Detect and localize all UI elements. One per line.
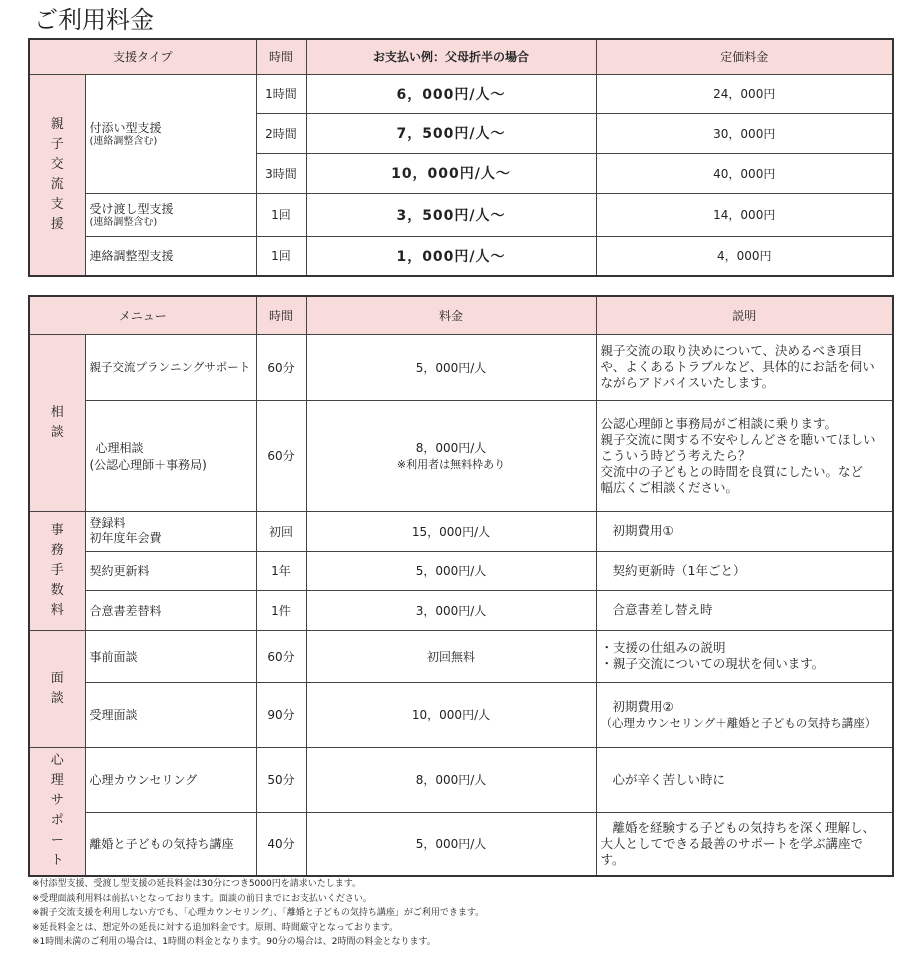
time-cell: 1回 — [256, 193, 306, 236]
description-cell: ・支援の仕組みの説明 ・親子交流についての現状を伺います。 — [596, 630, 893, 682]
table-row — [29, 590, 893, 630]
payment-cell: 7，500円/人〜 — [306, 113, 596, 153]
description-cell: 親子交流の取り決めについて、決めるべき項目 や、よくあるトラブルなど、具体的にお話を伺い ながらアドバイスいたします。 — [596, 334, 893, 400]
category-admin-fees: 事務手数料 — [29, 511, 85, 630]
category-interview: 面談 — [29, 630, 85, 747]
menu-price-table — [28, 295, 894, 877]
description-cell: 初期費用② （心理カウンセリング＋離婚と子どもの気持ち講座） — [596, 682, 893, 747]
description-cell: 契約更新時（1年ごと） — [596, 551, 893, 590]
table-header-row — [29, 296, 893, 334]
fee-cell: 3，000円/人 — [306, 590, 596, 630]
footnote: ※付添型支援、受渡し型支援の延長料金は30分につき5000円を請求いたします。 — [32, 879, 361, 889]
price-cell: 14，000円 — [596, 193, 893, 236]
table-row — [29, 511, 893, 551]
table-row — [29, 74, 893, 113]
time-cell: 1回 — [256, 236, 306, 276]
table-row — [29, 236, 893, 276]
fee-cell: 初回無料 — [306, 630, 596, 682]
table-row — [29, 193, 893, 236]
support-type-cell: 受け渡し型支援 (連絡調整含む) — [85, 193, 256, 236]
fee-cell: 5，000円/人 — [306, 812, 596, 876]
table-row — [29, 630, 893, 682]
category-consultation: 相談 — [29, 334, 85, 511]
fee-cell: 15，000円/人 — [306, 511, 596, 551]
footnote: ※1時間未満のご利用の場合は、1時間の料金となります。90分の場合は、2時間の料金となります。 — [32, 937, 436, 947]
table-row — [29, 682, 893, 747]
menu-cell: 親子交流プランニングサポート — [85, 334, 256, 400]
category-parent-child-support: 親子交流支援 — [29, 74, 85, 276]
payment-cell: 6，000円/人〜 — [306, 74, 596, 113]
description-cell: 初期費用① — [596, 511, 893, 551]
header-fee: 料金 — [306, 296, 596, 334]
support-price-table — [28, 38, 894, 277]
time-cell: 1時間 — [256, 74, 306, 113]
description-cell: 公認心理師と事務局がご相談に乗ります。 親子交流に関する不安やしんどさを聴いてほしい こういう時どう考えたら？ 交流中の子どもとの時間を良質にしたい。など 幅広くご相談ください。 — [596, 400, 893, 511]
price-cell: 40，000円 — [596, 153, 893, 193]
category-psych-support: 心理サポート — [29, 747, 85, 876]
header-payment-example: お支払い例：父母折半の場合 — [306, 39, 596, 74]
fee-cell: 5，000円/人 — [306, 551, 596, 590]
time-cell: 2時間 — [256, 113, 306, 153]
table-row — [29, 551, 893, 590]
footnote: ※親子交流支援を利用しない方でも、「心理カウンセリング」、「離婚と子どもの気持ち講座」がご利用できます。 — [32, 908, 485, 918]
table-header-row — [29, 39, 893, 74]
menu-cell: 心理カウンセリング — [85, 747, 256, 812]
menu-cell: 登録料 初年度年会費 — [85, 511, 256, 551]
footnotes — [32, 877, 484, 950]
table-row — [29, 747, 893, 812]
price-cell: 4，000円 — [596, 236, 893, 276]
page-title: ご利用料金 — [34, 6, 154, 34]
header-list-price: 定価料金 — [596, 39, 893, 74]
fee-cell: 8，000円/人 — [306, 747, 596, 812]
price-cell: 24，000円 — [596, 74, 893, 113]
support-type-cell: 連絡調整型支援 — [85, 236, 256, 276]
time-cell: 初回 — [256, 511, 306, 551]
header-time: 時間 — [256, 39, 306, 74]
time-cell: 60分 — [256, 334, 306, 400]
menu-cell: 離婚と子どもの気持ち講座 — [85, 812, 256, 876]
description-cell: 離婚を経験する子どもの気持ちを深く理解し、 大人としてできる最善のサポートを学ぶ講座で す。 — [596, 812, 893, 876]
time-cell: 1件 — [256, 590, 306, 630]
time-cell: 50分 — [256, 747, 306, 812]
payment-cell: 10，000円/人〜 — [306, 153, 596, 193]
header-time: 時間 — [256, 296, 306, 334]
fee-cell: 10，000円/人 — [306, 682, 596, 747]
description-cell: 心が辛く苦しい時に — [596, 747, 893, 812]
fee-cell: 5，000円/人 — [306, 334, 596, 400]
menu-cell: 契約更新料 — [85, 551, 256, 590]
footnote: ※受理面談利用料は前払いとなっております。面談の前日までにお支払いください。 — [32, 893, 372, 904]
payment-cell: 1，000円/人〜 — [306, 236, 596, 276]
table-row — [29, 334, 893, 400]
footnote: ※延長料金とは、想定外の延長に対する追加料金です。原則、時間厳守となっております。 — [32, 922, 399, 933]
time-cell: 40分 — [256, 812, 306, 876]
time-cell: 60分 — [256, 630, 306, 682]
header-menu: メニュー — [29, 296, 256, 334]
payment-cell: 3，500円/人〜 — [306, 193, 596, 236]
table-row — [29, 400, 893, 511]
description-cell: 合意書差し替え時 — [596, 590, 893, 630]
menu-cell: 事前面談 — [85, 630, 256, 682]
menu-cell: 受理面談 — [85, 682, 256, 747]
menu-cell: 心理相談 (公認心理師＋事務局) — [85, 400, 256, 511]
time-cell: 60分 — [256, 400, 306, 511]
menu-cell: 合意書差替料 — [85, 590, 256, 630]
time-cell: 3時間 — [256, 153, 306, 193]
time-cell: 1年 — [256, 551, 306, 590]
table-row — [29, 812, 893, 876]
price-cell: 30，000円 — [596, 113, 893, 153]
header-description: 説明 — [596, 296, 893, 334]
support-type-cell: 付添い型支援 (連絡調整含む) — [85, 74, 256, 193]
time-cell: 90分 — [256, 682, 306, 747]
fee-cell: 8，000円/人 ※利用者は無料枠あり — [306, 400, 596, 511]
header-support-type: 支援タイプ — [29, 39, 256, 74]
